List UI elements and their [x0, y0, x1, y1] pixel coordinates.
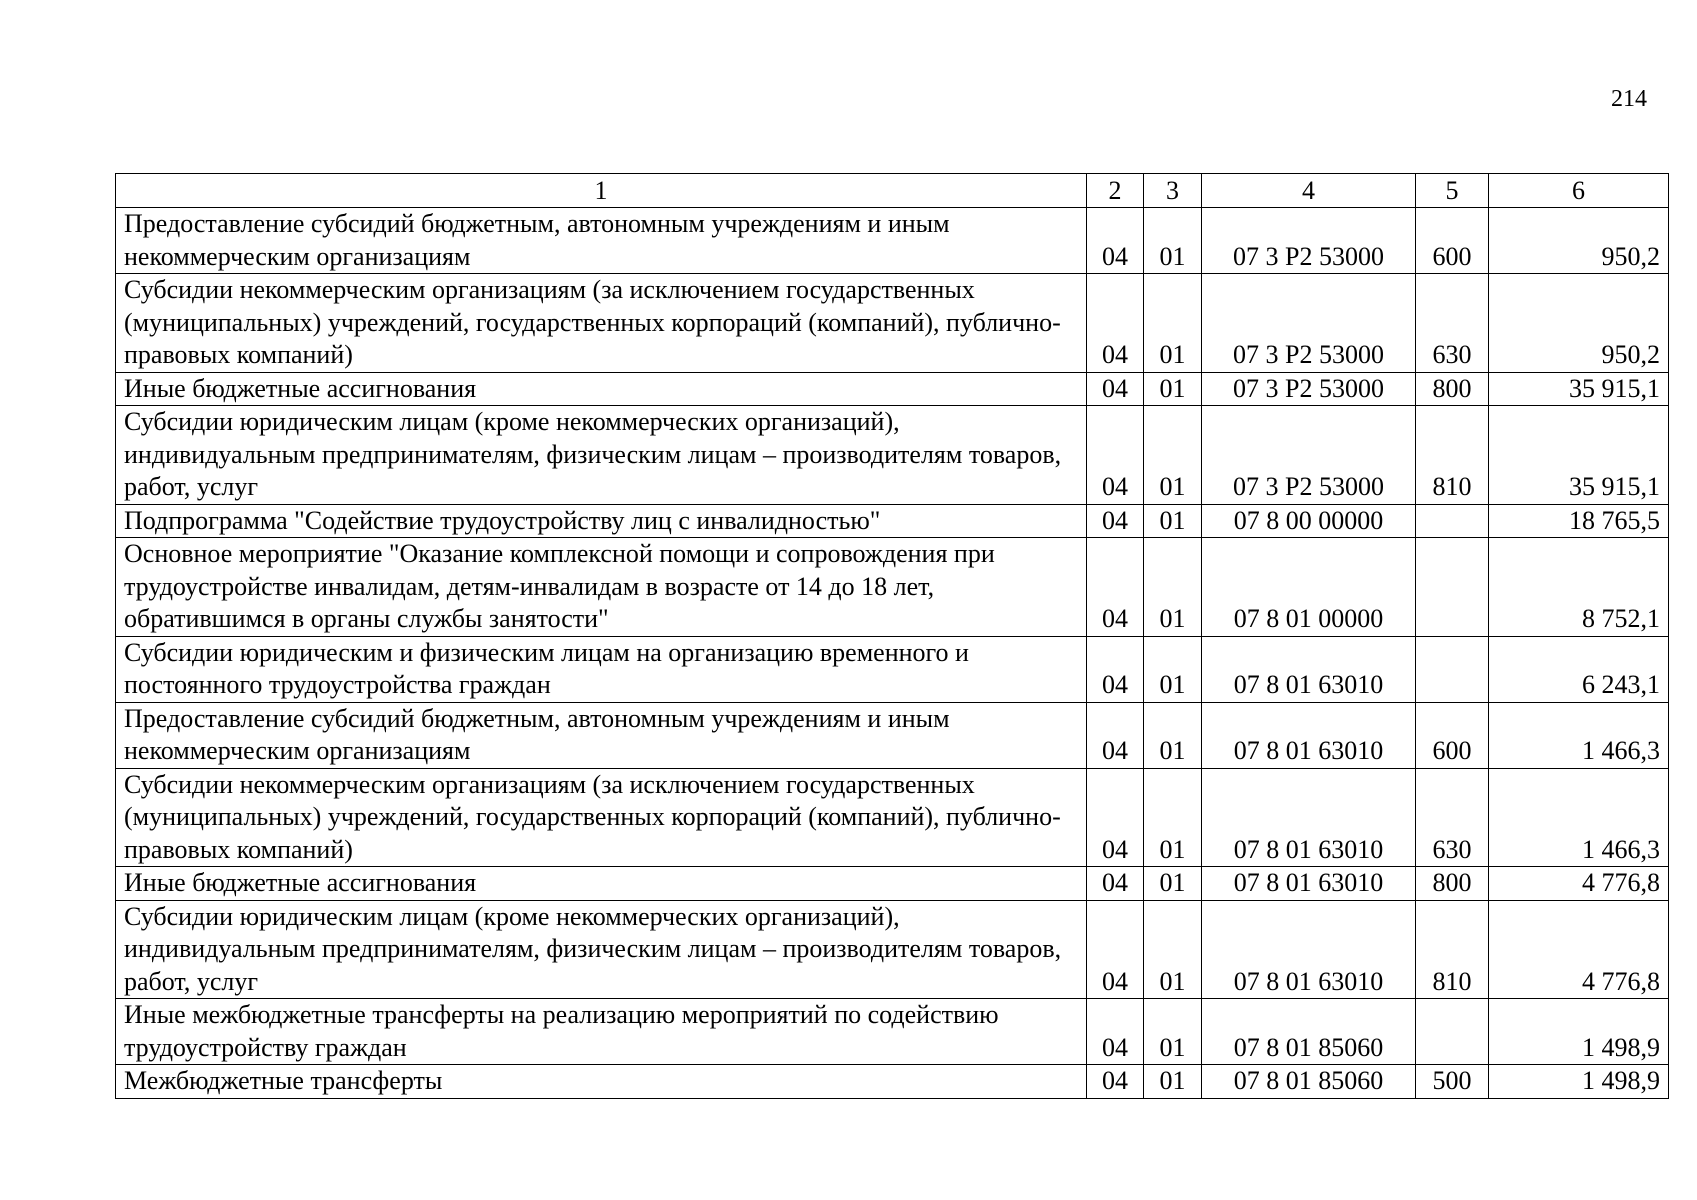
row-section-cell: 04 — [1087, 867, 1144, 901]
row-name-cell: Субсидии некоммерческим организациям (за исключением государственных (муниципальных) учреждений, государственных корпораций (компаний), публично-правовых компаний) — [116, 768, 1087, 867]
row-section-cell: 04 — [1087, 1065, 1144, 1099]
table-row — [116, 999, 1669, 1065]
row-subsection-cell: 01 — [1144, 900, 1202, 999]
row-expense-type-cell — [1416, 504, 1489, 538]
row-target-cell: 07 8 01 85060 — [1202, 1065, 1416, 1099]
row-expense-type-cell: 800 — [1416, 867, 1489, 901]
row-amount-cell: 950,2 — [1489, 208, 1669, 274]
row-name-cell: Предоставление субсидий бюджетным, автономным учреждениям и иным некоммерческим организациям — [116, 702, 1087, 768]
row-target-cell: 07 3 P2 53000 — [1202, 406, 1416, 505]
row-amount-cell: 6 243,1 — [1489, 636, 1669, 702]
table-body — [116, 208, 1669, 1099]
row-target-cell: 07 8 01 63010 — [1202, 867, 1416, 901]
row-subsection-cell: 01 — [1144, 1065, 1202, 1099]
row-name-cell: Основное мероприятие "Оказание комплексной помощи и сопровождения при трудоустройстве инвалидам, детям-инвалидам в возрасте от 14 до 18 лет, обратившимся в органы службы занятости" — [116, 538, 1087, 637]
row-target-cell: 07 8 01 63010 — [1202, 768, 1416, 867]
row-section-cell: 04 — [1087, 372, 1144, 406]
column-header: 3 — [1144, 174, 1202, 208]
column-header: 4 — [1202, 174, 1416, 208]
row-expense-type-cell: 600 — [1416, 702, 1489, 768]
table-row — [116, 372, 1669, 406]
page-number: 214 — [1611, 86, 1647, 112]
column-header: 1 — [116, 174, 1087, 208]
row-name-cell: Иные бюджетные ассигнования — [116, 867, 1087, 901]
row-name-cell: Иные межбюджетные трансферты на реализацию мероприятий по содействию трудоустройству граждан — [116, 999, 1087, 1065]
row-amount-cell: 18 765,5 — [1489, 504, 1669, 538]
table-row — [116, 274, 1669, 373]
row-section-cell: 04 — [1087, 768, 1144, 867]
row-subsection-cell: 01 — [1144, 867, 1202, 901]
row-name-cell: Межбюджетные трансферты — [116, 1065, 1087, 1099]
row-name-cell: Иные бюджетные ассигнования — [116, 372, 1087, 406]
row-section-cell: 04 — [1087, 504, 1144, 538]
row-expense-type-cell — [1416, 538, 1489, 637]
row-name-cell: Субсидии юридическим и физическим лицам на организацию временного и постоянного трудоустройства граждан — [116, 636, 1087, 702]
row-name-cell: Субсидии некоммерческим организациям (за исключением государственных (муниципальных) учреждений, государственных корпораций (компаний), публично-правовых компаний) — [116, 274, 1087, 373]
row-subsection-cell: 01 — [1144, 768, 1202, 867]
table-row — [116, 636, 1669, 702]
row-target-cell: 07 8 01 63010 — [1202, 900, 1416, 999]
row-section-cell: 04 — [1087, 406, 1144, 505]
row-subsection-cell: 01 — [1144, 538, 1202, 637]
row-target-cell: 07 8 00 00000 — [1202, 504, 1416, 538]
row-section-cell: 04 — [1087, 900, 1144, 999]
row-target-cell: 07 8 01 00000 — [1202, 538, 1416, 637]
table-row — [116, 768, 1669, 867]
row-target-cell: 07 8 01 63010 — [1202, 636, 1416, 702]
row-subsection-cell: 01 — [1144, 702, 1202, 768]
row-target-cell: 07 3 P2 53000 — [1202, 274, 1416, 373]
row-amount-cell: 950,2 — [1489, 274, 1669, 373]
table-row — [116, 208, 1669, 274]
row-name-cell: Предоставление субсидий бюджетным, автономным учреждениям и иным некоммерческим организациям — [116, 208, 1087, 274]
row-subsection-cell: 01 — [1144, 406, 1202, 505]
table-row — [116, 538, 1669, 637]
row-expense-type-cell: 630 — [1416, 274, 1489, 373]
column-header: 5 — [1416, 174, 1489, 208]
column-header: 6 — [1489, 174, 1669, 208]
row-expense-type-cell: 800 — [1416, 372, 1489, 406]
row-section-cell: 04 — [1087, 999, 1144, 1065]
row-expense-type-cell: 600 — [1416, 208, 1489, 274]
row-name-cell: Субсидии юридическим лицам (кроме некоммерческих организаций), индивидуальным предпринимателям, физическим лицам – производителям товаров, работ, услуг — [116, 900, 1087, 999]
row-subsection-cell: 01 — [1144, 208, 1202, 274]
row-expense-type-cell — [1416, 636, 1489, 702]
row-target-cell: 07 8 01 63010 — [1202, 702, 1416, 768]
budget-table — [115, 173, 1669, 1099]
row-amount-cell: 1 466,3 — [1489, 702, 1669, 768]
row-subsection-cell: 01 — [1144, 999, 1202, 1065]
row-subsection-cell: 01 — [1144, 274, 1202, 373]
row-target-cell: 07 3 P2 53000 — [1202, 208, 1416, 274]
row-subsection-cell: 01 — [1144, 372, 1202, 406]
table-row — [116, 406, 1669, 505]
row-amount-cell: 1 466,3 — [1489, 768, 1669, 867]
row-amount-cell: 35 915,1 — [1489, 406, 1669, 505]
row-expense-type-cell: 500 — [1416, 1065, 1489, 1099]
table-row — [116, 702, 1669, 768]
row-section-cell: 04 — [1087, 702, 1144, 768]
table-row — [116, 504, 1669, 538]
row-section-cell: 04 — [1087, 636, 1144, 702]
row-expense-type-cell: 630 — [1416, 768, 1489, 867]
column-header: 2 — [1087, 174, 1144, 208]
row-section-cell: 04 — [1087, 538, 1144, 637]
row-expense-type-cell: 810 — [1416, 900, 1489, 999]
table-row — [116, 867, 1669, 901]
row-amount-cell: 35 915,1 — [1489, 372, 1669, 406]
row-amount-cell: 4 776,8 — [1489, 900, 1669, 999]
table-row — [116, 900, 1669, 999]
row-section-cell: 04 — [1087, 208, 1144, 274]
table-header-row — [116, 174, 1669, 208]
row-section-cell: 04 — [1087, 274, 1144, 373]
row-subsection-cell: 01 — [1144, 504, 1202, 538]
table-row — [116, 1065, 1669, 1099]
row-expense-type-cell — [1416, 999, 1489, 1065]
row-target-cell: 07 8 01 85060 — [1202, 999, 1416, 1065]
row-name-cell: Подпрограмма "Содействие трудоустройству лиц с инвалидностью" — [116, 504, 1087, 538]
row-name-cell: Субсидии юридическим лицам (кроме некоммерческих организаций), индивидуальным предпринимателям, физическим лицам – производителям товаров, работ, услуг — [116, 406, 1087, 505]
row-amount-cell: 1 498,9 — [1489, 999, 1669, 1065]
row-amount-cell: 8 752,1 — [1489, 538, 1669, 637]
row-amount-cell: 1 498,9 — [1489, 1065, 1669, 1099]
row-amount-cell: 4 776,8 — [1489, 867, 1669, 901]
row-target-cell: 07 3 P2 53000 — [1202, 372, 1416, 406]
row-expense-type-cell: 810 — [1416, 406, 1489, 505]
row-subsection-cell: 01 — [1144, 636, 1202, 702]
